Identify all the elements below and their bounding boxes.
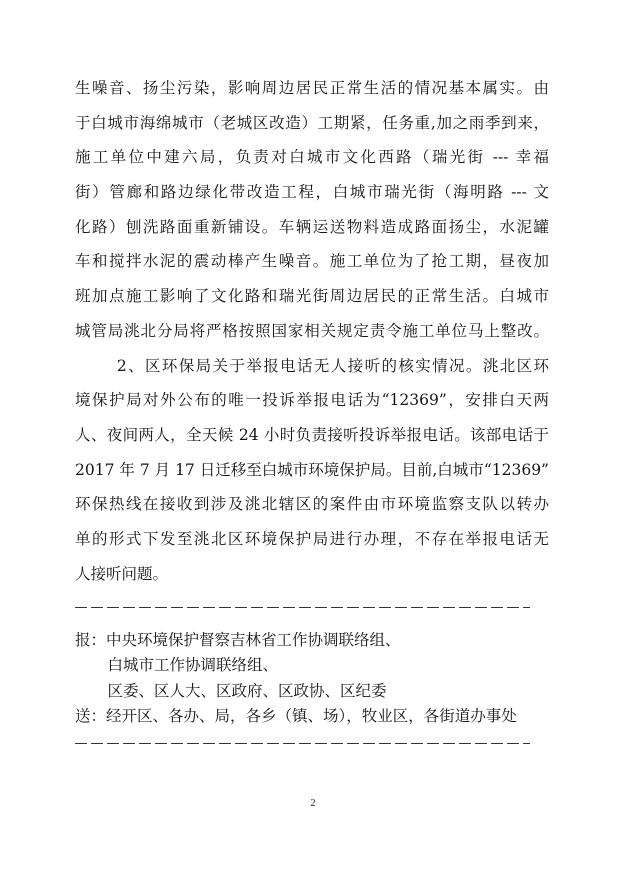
body-line: 街）管廊和路边绿化带改造工程，白城市瑞光街（海明路 --- 文: [75, 183, 549, 202]
body-line: 境保护局对外公布的唯一投诉举报电话为“12369”，安排白天两: [75, 391, 549, 410]
body-line: 班加点施工影响了文化路和瑞光街周边居民的正常生活。白城市: [75, 287, 549, 306]
body-line: 化路）刨洗路面重新铺设。车辆运送物料造成路面扬尘，水泥罐: [75, 217, 549, 236]
body-line: 城管局洮北分局将严格按照国家相关规定责令施工单位马上整改。: [75, 321, 549, 340]
send-recipients: 经开区、各办、局，各乡（镇、场），牧业区，各街道办事处: [106, 707, 517, 726]
report-recipient: 中央环境保护督察吉林省工作协调联络组、: [106, 631, 401, 649]
document-body: [75, 71, 549, 591]
body-line: 单的形式下发至洮北区环境保护局进行办理，不存在举报电话无: [75, 529, 549, 548]
separator-line: [75, 607, 530, 608]
body-line: 环保热线在接收到涉及洮北辖区的案件由市环境监察支队以转办: [75, 495, 549, 514]
page-number: 2: [310, 798, 316, 809]
report-row: [75, 628, 545, 653]
report-recipient: 区委、区人大、区政府、区政协、区纪委: [107, 681, 387, 700]
report-row: [75, 653, 545, 678]
body-line: 人、夜间两人，全天候 24 小时负责接听投诉举报电话。该部电话于: [75, 425, 549, 444]
body-line: 2、区环保局关于举报电话无人接听的核实情况。洮北区环: [116, 356, 549, 375]
report-row: [75, 679, 545, 704]
body-line: 于白城市海绵城市（老城区改造）工期紧，任务重,加之雨季到来，: [75, 113, 549, 132]
report-label: 报：: [75, 631, 107, 649]
report-recipient: 白城市工作协调联络组、: [107, 656, 279, 675]
send-label: 送：: [75, 707, 107, 726]
body-line: 车和搅拌水泥的震动棒产生噪音。施工单位为了抢工期，昼夜加: [75, 252, 549, 271]
body-line: 人接听问题。: [75, 564, 169, 583]
send-row: [75, 704, 545, 729]
body-line: 2017 年 7 月 17 日迁移至白城市环境保护局。目前,白城市“12369”: [75, 460, 549, 479]
distribution-list: [75, 628, 545, 730]
body-line: 生噪音、扬尘污染，影响周边居民正常生活的情况基本属实。由: [75, 79, 549, 97]
separator-line: [75, 743, 530, 744]
body-line: 施工单位中建六局，负责对白城市文化西路（瑞光街 --- 幸福: [75, 148, 549, 167]
